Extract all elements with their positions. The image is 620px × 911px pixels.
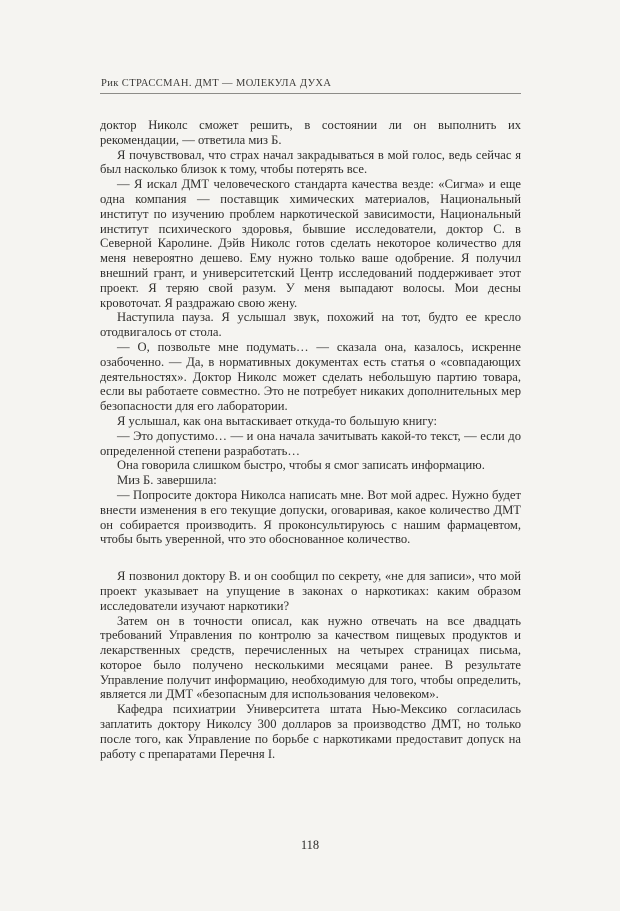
paragraph: Она говорила слишком быстро, чтобы я смог записать информацию. xyxy=(117,458,485,473)
paragraph: Кафедра психиатрии Университета штата Нью-Мексико согласилась заплатить доктору Николсу 300 долларов за производство ДМТ, но только после того, как Управление по борьбе с наркотиками предоставит допуск на работу с препаратами Перечня I. xyxy=(100,702,521,761)
running-header: Рик СТРАССМАН. ДМТ — МОЛЕКУЛА ДУХА xyxy=(101,78,332,89)
paragraph: Я почувствовал, что страх начал закрадываться в мой голос, ведь сейчас я был насколько близок к тому, чтобы потерять все. xyxy=(100,147,521,177)
page-number: 118 xyxy=(300,838,320,852)
text-block xyxy=(100,118,521,761)
paragraph: Я услышал, как она вытаскивает откуда-то большую книгу: xyxy=(117,413,437,428)
paragraph: — Это допустимо… — и она начала зачитывать какой-то текст, — если до определенной степени разработать… xyxy=(100,428,521,458)
paragraph: Наступила пауза. Я услышал звук, похожий на тот, будто ее кресло отодвигалось от стола. xyxy=(100,310,521,340)
paragraph: — Я искал ДМТ человеческого стандарта качества везде: «Сигма» и еще одна компания — поставщик химических материалов, Национальный институт по изучению проблем наркотической зависимости, Национальный институт психического здоровья, бывшие исследователи, доктор С. в Северной Каролине. Дэйв Николс готов сделать некоторое количество для меня невероятно дешево. Ему нужно только ваше одобрение. Я получил внешний грант, и университетский Центр исследований поддерживает этот проект. Я теряю свой разум. У меня выпадают волосы. Мои десны кровоточат. Я раздражаю свою жену. xyxy=(100,177,521,310)
header-divider xyxy=(100,93,521,94)
paragraph: Миз Б. завершила: xyxy=(117,473,217,488)
paragraph: — О, позвольте мне подумать… — сказала она, казалось, искренне озабоченно. — Да, в нормативных документах есть статья о «совпадающих деятельностях». Доктор Николс может сделать небольшую партию товара, если вы работаете совместно. Это не потребует никаких дополнительных мер безопасности для его лаборатории. xyxy=(100,339,521,414)
paragraph: доктор Николс сможет решить, в состоянии ли он выполнить их рекомендации, — ответила миз Б. xyxy=(100,118,521,147)
paragraph: Затем он в точности описал, как нужно отвечать на все двадцать требований Управления по контролю за качеством пищевых продуктов и лекарственных средств, перечисленных на четырех страницах письма, которое было получено несколькими месяцами ранее. В результате Управление получит информацию, необходимую для того, чтобы определить, является ли ДМТ «безопасным для использования человеком». xyxy=(100,613,521,702)
paragraph: — Попросите доктора Николса написать мне. Вот мой адрес. Нужно будет внести изменения в его текущие допуски, оговаривая, какое количество ДМТ он собирается производить. Я проконсультируюсь с нашим фармацевтом, чтобы быть уверенной, что это обоснованное количество. xyxy=(100,487,521,547)
page-content xyxy=(100,78,521,761)
paragraph: Я позвонил доктору В. и он сообщил по секрету, «не для записи», что мой проект указывает на упущение в законах о наркотиках: каким образом исследователи изучают наркотики? xyxy=(100,569,521,613)
